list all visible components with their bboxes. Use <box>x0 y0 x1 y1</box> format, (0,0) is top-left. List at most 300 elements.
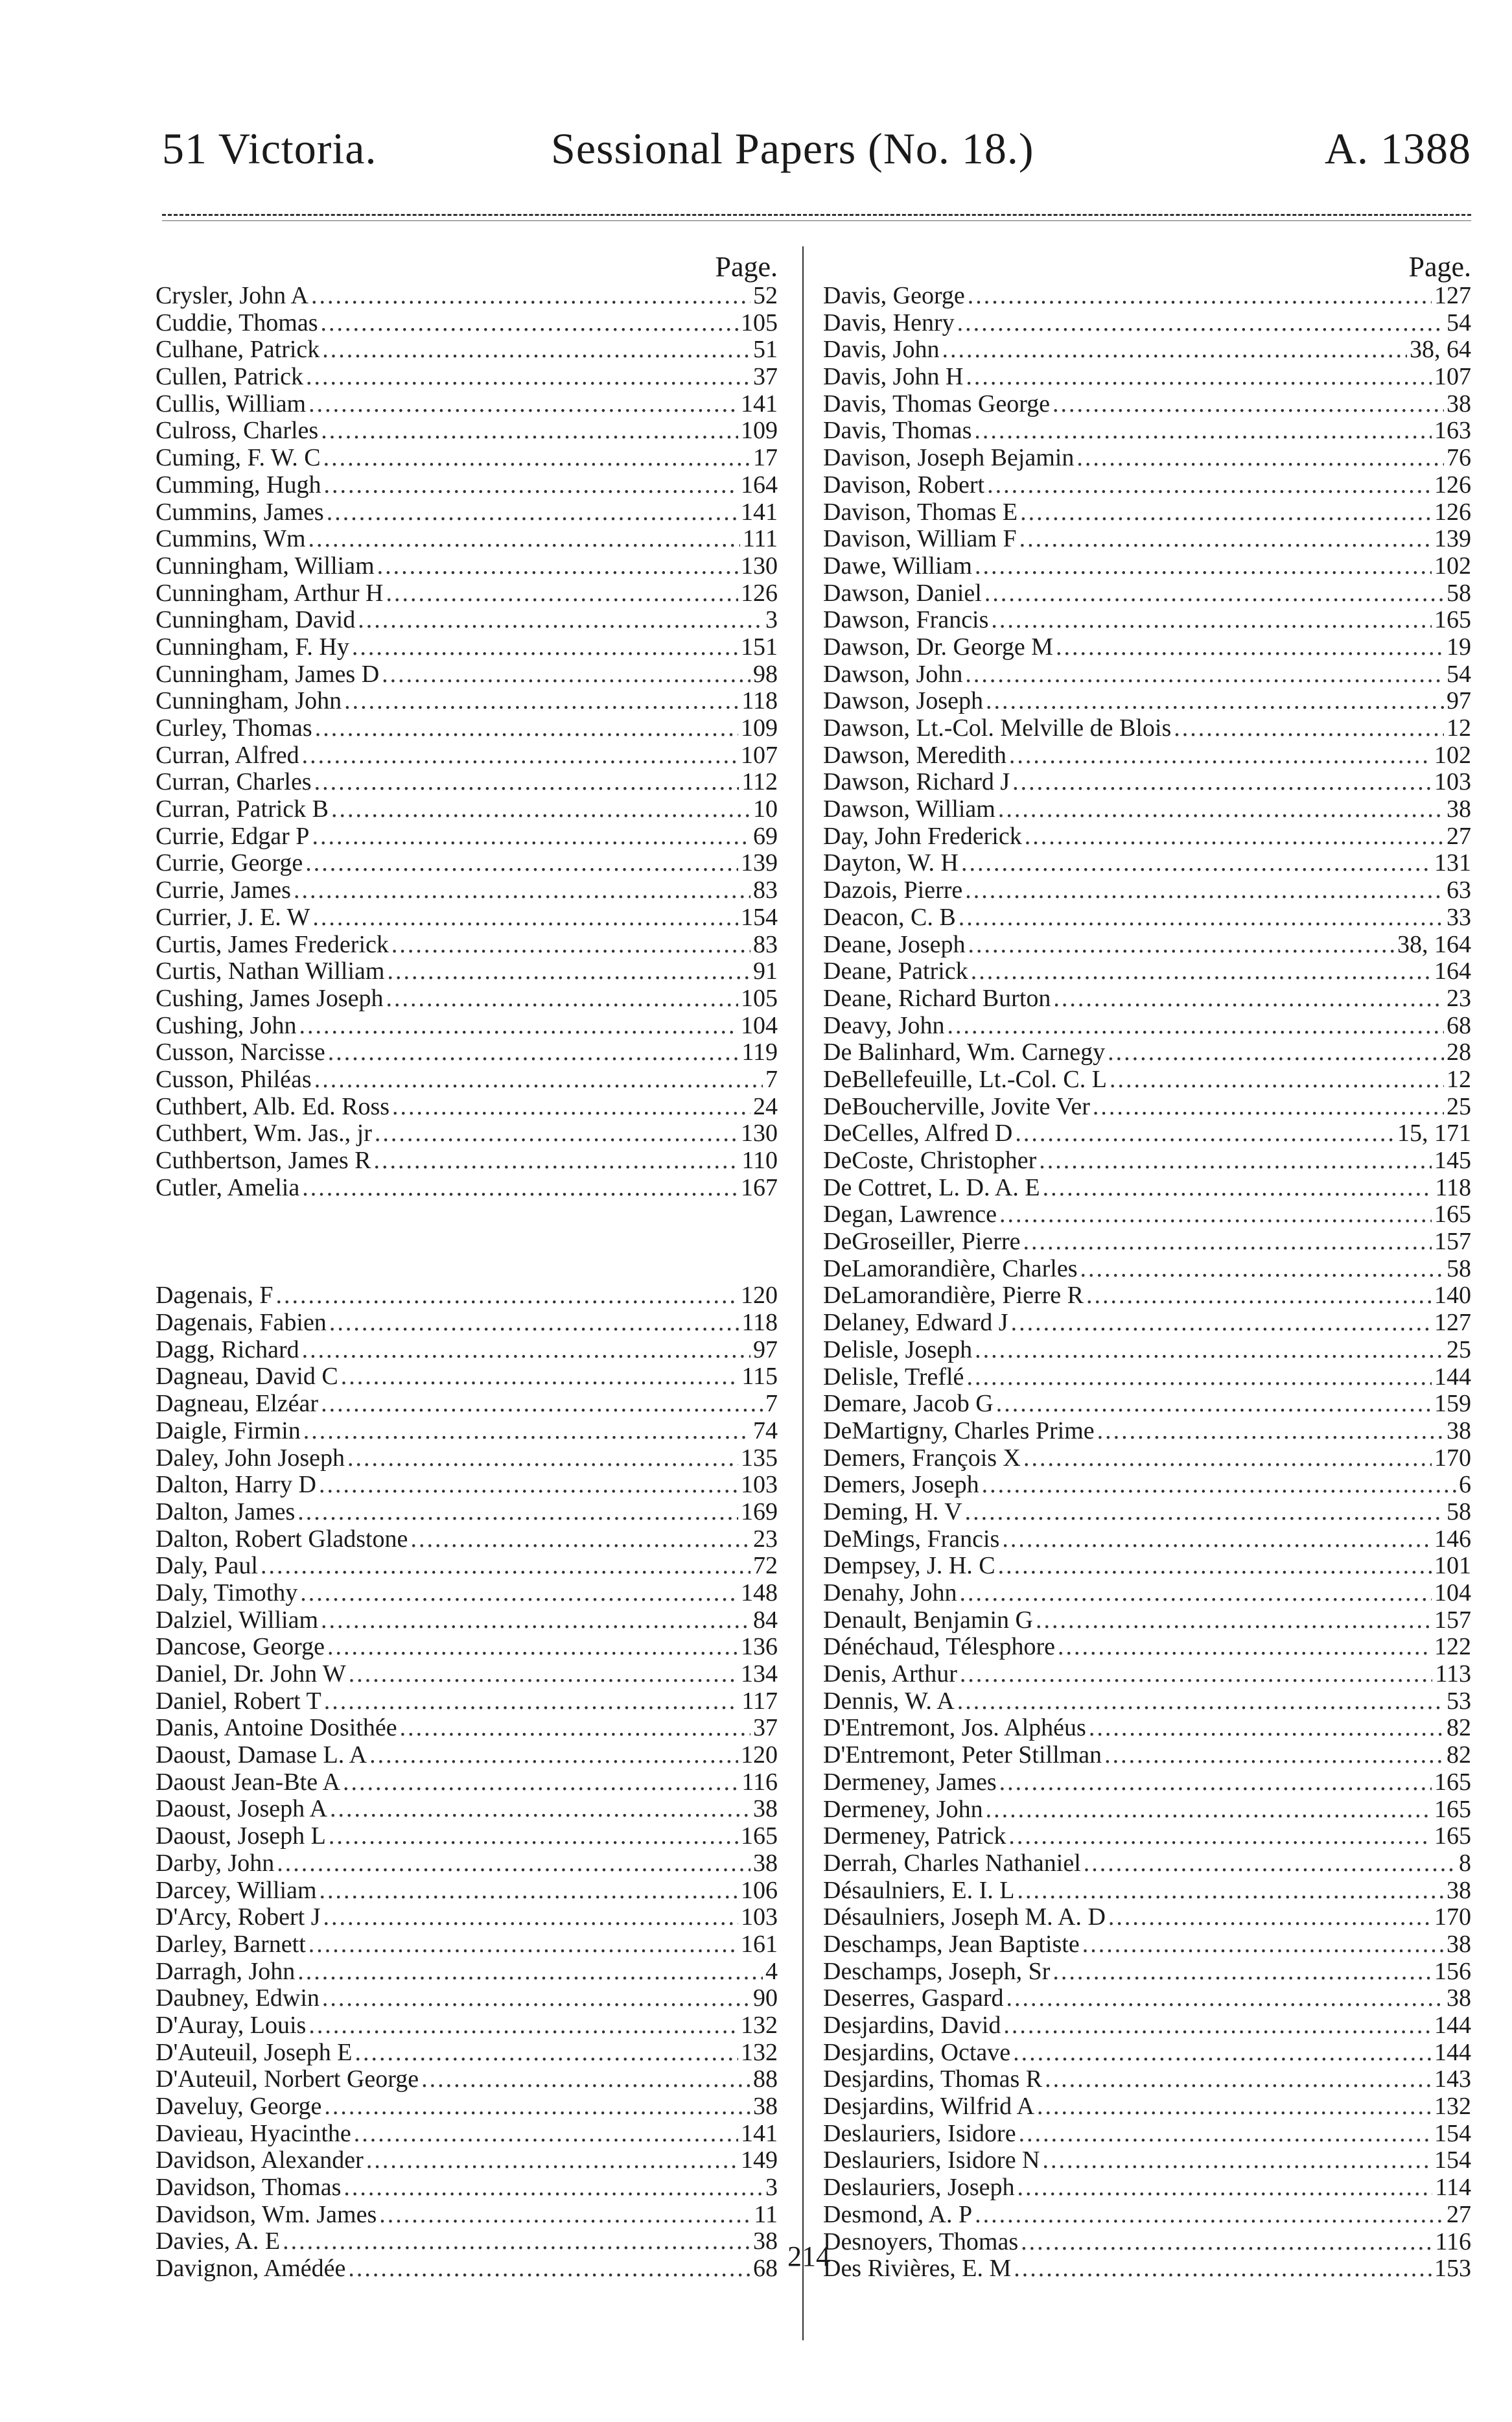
index-entry <box>156 1066 778 1094</box>
index-entry <box>156 1877 778 1905</box>
entry-page: 84 <box>753 1606 778 1634</box>
column-divider <box>802 246 804 2340</box>
index-entry <box>156 2121 778 2148</box>
entry-page: 165 <box>1434 606 1471 634</box>
entry-name: Darragh, John <box>156 1957 296 1985</box>
leader-dots <box>1002 1526 1432 1553</box>
index-entry <box>823 1120 1471 1147</box>
entry-name: Dawson, Meredith <box>823 741 1006 769</box>
index-entry <box>156 445 778 472</box>
entry-page: 101 <box>1434 1552 1471 1580</box>
index-entry <box>823 958 1471 985</box>
entry-page: 15, 171 <box>1397 1120 1471 1147</box>
leader-dots <box>1023 1229 1432 1256</box>
leader-dots <box>1019 526 1432 553</box>
leader-dots <box>297 1499 738 1526</box>
entry-page: 107 <box>741 741 778 769</box>
index-entry <box>156 1175 778 1202</box>
entry-name: Deslauriers, Isidore N <box>823 2146 1040 2174</box>
entry-page: 7 <box>765 1065 778 1093</box>
leader-dots <box>321 1607 750 1634</box>
entry-page: 161 <box>741 1930 778 1958</box>
entry-name: DeMings, Francis <box>823 1525 1000 1553</box>
leader-dots <box>986 688 1444 715</box>
leader-dots <box>1023 1445 1432 1472</box>
leader-dots <box>312 823 750 851</box>
index-entry <box>156 1337 778 1364</box>
leader-dots <box>959 904 1444 932</box>
entry-name: Davison, William F <box>823 525 1017 553</box>
entry-page: 6 <box>1459 1471 1471 1499</box>
entry-name: Currie, Edgar P <box>156 822 310 850</box>
entry-name: Davis, Thomas George <box>823 390 1051 417</box>
leader-dots <box>297 1958 763 1986</box>
index-entry <box>823 2202 1471 2229</box>
entry-page: 135 <box>741 1444 778 1472</box>
index-entry <box>823 1553 1471 1580</box>
entry-name: De Balinhard, Wm. Carnegy <box>823 1039 1106 1066</box>
entry-page: 106 <box>741 1876 778 1904</box>
index-entry <box>823 1472 1471 1499</box>
entry-page: 153 <box>1434 2255 1471 2283</box>
leader-dots <box>961 850 1432 877</box>
entry-name: DeBoucherville, Jovite Ver <box>823 1092 1090 1120</box>
index-entry <box>156 2066 778 2093</box>
entry-page: 82 <box>1447 1741 1471 1769</box>
leader-dots <box>308 526 740 553</box>
entry-page: 132 <box>741 2011 778 2039</box>
leader-dots <box>329 1310 739 1337</box>
index-entry <box>823 1715 1471 1742</box>
index-entry <box>156 1120 778 1147</box>
entry-name: Davidson, Wm. James <box>156 2200 377 2228</box>
index-entry <box>823 1526 1471 1553</box>
index-entry <box>156 661 778 688</box>
entry-name: Davies, A. E <box>156 2228 281 2255</box>
entry-page: 112 <box>741 768 778 796</box>
entry-name: Denault, Benjamin G <box>823 1606 1033 1634</box>
entry-name: Demers, Joseph <box>823 1471 979 1499</box>
index-entry <box>823 932 1471 959</box>
entry-page: 115 <box>741 1363 778 1391</box>
entry-page: 33 <box>1447 903 1471 931</box>
entry-page: 25 <box>1447 1335 1471 1363</box>
leader-dots <box>400 1715 750 1742</box>
entry-page: 145 <box>1434 1147 1471 1174</box>
index-entry <box>823 1931 1471 1958</box>
index-entry <box>156 985 778 1013</box>
entry-name: Danis, Antoine Dosithée <box>156 1714 397 1742</box>
entry-name: Cuthbertson, James R <box>156 1147 371 1174</box>
entry-page: 104 <box>1434 1579 1471 1606</box>
entry-page: 58 <box>1447 579 1471 607</box>
entry-page: 17 <box>753 444 778 472</box>
entry-name: Culhane, Patrick <box>156 336 320 364</box>
entry-name: Cuming, F. W. C <box>156 444 321 472</box>
leader-dots <box>1003 2012 1432 2040</box>
index-entry <box>823 769 1471 796</box>
leader-dots <box>311 283 750 310</box>
leader-dots <box>1015 1120 1395 1147</box>
entry-name: Dawson, Richard J <box>823 768 1010 796</box>
entry-page: 164 <box>741 471 778 499</box>
entry-name: Dénéchaud, Télesphore <box>823 1633 1056 1661</box>
index-entry <box>156 1958 778 1986</box>
entry-page: 130 <box>741 1120 778 1147</box>
entry-name: Cunningham, John <box>156 687 342 715</box>
leader-dots <box>344 688 739 715</box>
entry-page: 8 <box>1459 1849 1471 1877</box>
index-entry <box>823 877 1471 904</box>
entry-page: 132 <box>741 2038 778 2066</box>
index-entry <box>823 2255 1471 2283</box>
entry-name: DeGroseiller, Pierre <box>823 1228 1021 1256</box>
entry-name: Desjardins, Thomas R <box>823 2065 1043 2093</box>
leader-dots <box>347 1445 738 1472</box>
entry-name: Dawson, Lt.-Col. Melville de Blois <box>823 714 1172 742</box>
entry-page: 37 <box>753 363 778 391</box>
entry-name: Desmond, A. P <box>823 2200 973 2228</box>
header-rule <box>162 214 1471 216</box>
entry-page: 130 <box>741 552 778 580</box>
leader-dots <box>1037 2093 1432 2121</box>
index-entry <box>823 2229 1471 2256</box>
leader-dots <box>1006 1985 1444 2012</box>
index-entry <box>823 904 1471 932</box>
entry-name: Deane, Patrick <box>823 958 968 985</box>
leader-dots <box>410 1526 750 1553</box>
leader-dots <box>300 1580 738 1607</box>
index-entry <box>156 688 778 715</box>
entry-name: D'Auteuil, Norbert George <box>156 2065 419 2093</box>
leader-dots <box>308 1931 738 1958</box>
entry-page: 69 <box>753 822 778 850</box>
leader-dots <box>328 1039 739 1066</box>
index-entry <box>823 1904 1471 1931</box>
leader-dots <box>277 1850 750 1877</box>
entry-name: D'Entremont, Jos. Alphéus <box>823 1714 1086 1742</box>
index-entry <box>823 445 1471 472</box>
leader-dots <box>319 1472 738 1499</box>
leader-dots <box>327 1634 738 1661</box>
leader-dots <box>968 283 1432 310</box>
leader-dots <box>1174 715 1444 742</box>
index-entry <box>823 1282 1471 1310</box>
index-entry <box>823 1850 1471 1877</box>
index-entry <box>823 1742 1471 1769</box>
entry-page: 68 <box>1447 1011 1471 1039</box>
entry-page: 146 <box>1434 1525 1471 1553</box>
entry-name: Davidson, Alexander <box>156 2146 364 2174</box>
entry-page: 122 <box>1434 1633 1471 1661</box>
leader-dots <box>948 1013 1445 1040</box>
entry-page: 23 <box>1447 984 1471 1012</box>
entry-page: 154 <box>741 903 778 931</box>
entry-name: Culross, Charles <box>156 417 319 445</box>
entry-name: Deane, Joseph <box>823 930 966 958</box>
index-entry <box>156 1823 778 1850</box>
entry-page: 113 <box>1435 1660 1471 1688</box>
leader-dots <box>330 1796 750 1823</box>
entry-page: 58 <box>1447 1254 1471 1282</box>
entry-name: Daigle, Firmin <box>156 1417 301 1444</box>
entry-page: 170 <box>1434 1444 1471 1472</box>
entry-name: Dazois, Pierre <box>823 876 963 904</box>
entry-name: Dagg, Richard <box>156 1335 299 1363</box>
entry-page: 144 <box>1434 2038 1471 2066</box>
entry-page: 103 <box>1434 768 1471 796</box>
index-entry <box>823 1823 1471 1850</box>
entry-page: 126 <box>1434 471 1471 499</box>
index-entry <box>823 526 1471 553</box>
leader-dots <box>1086 1282 1432 1310</box>
index-entry <box>156 823 778 851</box>
entry-page: 11 <box>754 2200 778 2228</box>
index-entry <box>823 1580 1471 1607</box>
leader-dots <box>966 364 1432 391</box>
leader-dots <box>1009 742 1432 770</box>
entry-name: Dermeney, James <box>823 1768 997 1796</box>
index-entry <box>823 1039 1471 1066</box>
leader-dots <box>1045 2066 1432 2093</box>
entry-name: De Cottret, L. D. A. E <box>823 1173 1040 1201</box>
entry-page: 119 <box>741 1039 778 1066</box>
entry-name: Deane, Richard Burton <box>823 984 1051 1012</box>
entry-page: 134 <box>741 1660 778 1687</box>
index-entry <box>156 1553 778 1580</box>
index-entry <box>156 769 778 796</box>
entry-page: 24 <box>753 1092 778 1120</box>
entry-name: Desnoyers, Thomas <box>823 2228 1019 2255</box>
entry-name: Deschamps, Joseph, Sr <box>823 1957 1051 1985</box>
leader-dots <box>305 850 738 877</box>
leader-dots <box>1053 391 1444 418</box>
entry-page: 54 <box>1447 660 1471 688</box>
entry-page: 139 <box>1434 525 1471 553</box>
entry-name: Davison, Joseph Bejamin <box>823 444 1075 472</box>
index-entry <box>823 1958 1471 1986</box>
leader-dots <box>302 742 738 770</box>
entry-page: 19 <box>1447 633 1471 661</box>
entry-name: Daoust Jean-Bte A <box>156 1768 340 1796</box>
entry-page: 97 <box>1447 687 1471 715</box>
entry-name: Cummins, James <box>156 498 324 526</box>
entry-page: 127 <box>1434 282 1471 309</box>
entry-page: 38 <box>753 1795 778 1823</box>
entry-page: 109 <box>741 417 778 445</box>
entry-name: Davis, John H <box>823 363 964 391</box>
leader-dots <box>314 1066 763 1094</box>
entry-name: Delisle, Treflé <box>823 1363 964 1391</box>
leader-dots <box>321 417 738 445</box>
entry-page: 98 <box>753 660 778 688</box>
index-list-c <box>156 283 778 1201</box>
leader-dots <box>369 1742 738 1769</box>
entry-name: Dawson, Joseph <box>823 687 983 715</box>
leader-dots <box>321 1391 763 1418</box>
page-column-label: Page. <box>715 251 778 283</box>
entry-page: 169 <box>741 1498 778 1525</box>
entry-page: 165 <box>1434 1795 1471 1823</box>
entry-name: Dawson, Francis <box>823 606 989 634</box>
entry-page: 110 <box>741 1147 778 1174</box>
entry-page: 165 <box>1434 1822 1471 1850</box>
leader-dots <box>308 391 738 418</box>
entry-page: 38 <box>1447 1876 1471 1904</box>
index-entry <box>156 472 778 499</box>
entry-page: 165 <box>1434 1768 1471 1796</box>
leader-dots <box>358 607 763 634</box>
entry-name: Deming, H. V <box>823 1498 962 1525</box>
leader-dots <box>974 417 1432 445</box>
entry-page: 143 <box>1434 2065 1471 2093</box>
volume-label: 51 Victoria. <box>162 124 377 173</box>
entry-page: 28 <box>1447 1039 1471 1066</box>
entry-name: Derrah, Charles Nathaniel <box>823 1849 1081 1877</box>
leader-dots <box>975 553 1432 580</box>
index-entry <box>156 1742 778 1769</box>
index-entry <box>823 661 1471 688</box>
entry-name: D'Auteuil, Joseph E <box>156 2038 353 2066</box>
entry-name: Davis, Henry <box>823 309 955 336</box>
leader-dots <box>986 1796 1432 1824</box>
index-entry <box>156 1688 778 1715</box>
leader-dots <box>1020 499 1432 526</box>
leader-dots <box>391 932 750 959</box>
entry-name: Davidson, Thomas <box>156 2174 342 2202</box>
entry-name: Daubney, Edwin <box>156 1984 320 2012</box>
entry-name: Dawson, Daniel <box>823 579 982 607</box>
index-entry <box>823 1499 1471 1526</box>
entry-name: Daly, Timothy <box>156 1579 298 1606</box>
entry-name: Dennis, W. A <box>823 1687 955 1715</box>
entry-name: Dancose, George <box>156 1633 325 1661</box>
entry-name: Curtis, Nathan William <box>156 958 385 985</box>
entry-name: Curran, Alfred <box>156 741 299 769</box>
entry-name: Davis, John <box>823 336 940 364</box>
leader-dots <box>308 2012 738 2040</box>
leader-dots <box>965 661 1444 688</box>
entry-name: Cuddie, Thomas <box>156 309 318 336</box>
index-entry <box>156 2093 778 2121</box>
index-entry <box>156 2174 778 2202</box>
entry-page: 58 <box>1447 1498 1471 1525</box>
entry-name: DeCelles, Alfred D <box>823 1120 1013 1147</box>
entry-name: Des Rivières, E. M <box>823 2255 1012 2283</box>
leader-dots <box>1012 769 1432 796</box>
entry-page: 148 <box>741 1579 778 1606</box>
entry-name: Dawson, Dr. George M <box>823 633 1053 661</box>
index-entry <box>156 796 778 823</box>
leader-dots <box>294 877 750 904</box>
entry-page: 136 <box>741 1633 778 1661</box>
entry-name: Cutler, Amelia <box>156 1173 300 1201</box>
index-entry <box>823 553 1471 580</box>
leader-dots <box>312 904 738 932</box>
entry-name: Dawe, William <box>823 552 972 580</box>
entry-page: 140 <box>1434 1282 1471 1310</box>
entry-page: 105 <box>741 309 778 336</box>
leader-dots <box>283 2228 750 2255</box>
entry-page: 52 <box>753 282 778 309</box>
leader-dots <box>965 877 1444 904</box>
index-entry <box>156 1607 778 1634</box>
entry-name: Dawson, William <box>823 795 995 823</box>
entry-page: 170 <box>1434 1903 1471 1931</box>
index-entry <box>823 391 1471 418</box>
index-entry <box>156 1661 778 1688</box>
page-column-label: Page. <box>1408 251 1471 283</box>
entry-page: 157 <box>1434 1228 1471 1256</box>
index-entry <box>823 1094 1471 1121</box>
entry-page: 157 <box>1434 1606 1471 1634</box>
leader-dots <box>321 310 738 337</box>
index-entry <box>823 1769 1471 1796</box>
section-gap <box>156 1201 778 1282</box>
entry-name: Désaulniers, Joseph M. A. D <box>823 1903 1106 1931</box>
entry-name: Davis, Thomas <box>823 417 972 445</box>
entry-page: 68 <box>753 2255 778 2283</box>
entry-page: 53 <box>1447 1687 1471 1715</box>
leader-dots <box>322 336 750 364</box>
leader-dots <box>987 472 1432 499</box>
leader-dots <box>379 2202 751 2229</box>
entry-name: Demare, Jacob G <box>823 1390 994 1418</box>
entry-page: 120 <box>741 1282 778 1310</box>
entry-page: 149 <box>741 2146 778 2174</box>
leader-dots <box>1097 1418 1444 1445</box>
index-entry <box>823 1364 1471 1391</box>
leader-dots <box>386 985 739 1013</box>
index-entry <box>823 1688 1471 1715</box>
index-entry <box>823 850 1471 877</box>
index-entry <box>156 1391 778 1418</box>
leader-dots <box>348 2255 750 2283</box>
leader-dots <box>302 1175 738 1202</box>
index-entry <box>156 1147 778 1175</box>
leader-dots <box>960 1661 1433 1688</box>
entry-name: Desjardins, Wilfrid A <box>823 2093 1035 2121</box>
leader-dots <box>1089 1715 1444 1742</box>
running-header <box>162 123 1471 194</box>
leader-dots <box>375 1120 738 1147</box>
entry-name: Deslauriers, Isidore <box>823 2119 1016 2147</box>
leader-dots <box>299 1013 738 1040</box>
entry-page: 118 <box>1435 1173 1471 1201</box>
leader-dots <box>331 796 750 823</box>
entry-name: Deacon, C. B <box>823 903 956 931</box>
leader-dots <box>1017 1877 1444 1905</box>
entry-page: 54 <box>1447 309 1471 336</box>
entry-page: 156 <box>1434 1957 1471 1985</box>
entry-name: Darley, Barnett <box>156 1930 306 1958</box>
leader-dots <box>377 553 738 580</box>
index-entry <box>156 715 778 742</box>
entry-page: 120 <box>741 1741 778 1769</box>
index-entry <box>156 526 778 553</box>
leader-dots <box>968 932 1395 959</box>
entry-page: 97 <box>753 1335 778 1363</box>
entry-name: Curran, Charles <box>156 768 312 796</box>
index-entry <box>156 1310 778 1337</box>
entry-page: 76 <box>1447 444 1471 472</box>
entry-name: Dalton, Harry D <box>156 1471 316 1499</box>
leader-dots <box>261 1553 750 1580</box>
leader-dots <box>960 1580 1432 1607</box>
entry-page: 51 <box>753 336 778 364</box>
entry-name: Daoust, Damase L. A <box>156 1741 367 1769</box>
entry-name: Daley, John Joseph <box>156 1444 345 1472</box>
